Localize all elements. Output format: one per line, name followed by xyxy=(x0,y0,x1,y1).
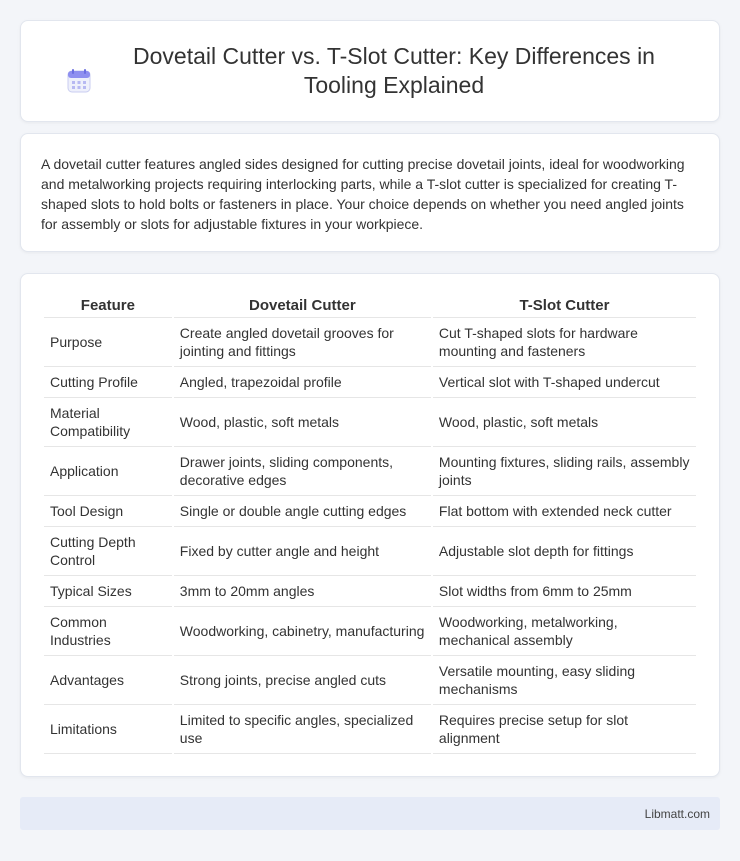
feature-cell: Cutting Profile xyxy=(44,367,172,398)
feature-cell: Cutting Depth Control xyxy=(44,527,172,576)
dovetail-cell: Drawer joints, sliding components, decorative edges xyxy=(174,447,431,496)
calendar-icon xyxy=(66,68,92,94)
table-row xyxy=(44,447,696,496)
t-slot-cell: Adjustable slot depth for fittings xyxy=(433,527,696,576)
t-slot-cell: Mounting fixtures, sliding rails, assembly joints xyxy=(433,447,696,496)
feature-cell: Limitations xyxy=(44,705,172,754)
t-slot-cell: Flat bottom with extended neck cutter xyxy=(433,496,696,527)
table-row xyxy=(44,656,696,705)
intro-paragraph: A dovetail cutter features angled sides designed for cutting precise dovetail joints, ideal for woodworking and metalworking projects requiring interlocking parts, while a T-slot cutter is specialized for creating T-shaped slots to hold bolts or fasteners in place. Your choice depends on whether you need angled joints for assembly or slots for adjustable fixtures in your workpiece. xyxy=(41,156,685,232)
feature-cell: Common Industries xyxy=(44,607,172,656)
intro-card xyxy=(20,133,720,252)
feature-cell: Material Compatibility xyxy=(44,398,172,447)
table-row xyxy=(44,705,696,754)
table-row xyxy=(44,318,696,367)
dovetail-cell: Create angled dovetail grooves for jointing and fittings xyxy=(174,318,431,367)
feature-cell: Application xyxy=(44,447,172,496)
t-slot-cell: Slot widths from 6mm to 25mm xyxy=(433,576,696,607)
dovetail-cell: 3mm to 20mm angles xyxy=(174,576,431,607)
table-row xyxy=(44,527,696,576)
footer xyxy=(20,797,720,830)
footer-brand-link[interactable]: Libmatt.com xyxy=(644,806,710,821)
table-row xyxy=(44,398,696,447)
dovetail-cell: Limited to specific angles, specialized use xyxy=(174,705,431,754)
comparison-table xyxy=(42,294,698,754)
dovetail-cell: Fixed by cutter angle and height xyxy=(174,527,431,576)
feature-cell: Tool Design xyxy=(44,496,172,527)
feature-cell: Advantages xyxy=(44,656,172,705)
t-slot-cell: Cut T-shaped slots for hardware mounting and fasteners xyxy=(433,318,696,367)
feature-cell: Purpose xyxy=(44,318,172,367)
table-header-row xyxy=(44,294,696,318)
t-slot-cell: Requires precise setup for slot alignment xyxy=(433,705,696,754)
dovetail-cell: Angled, trapezoidal profile xyxy=(174,367,431,398)
table-row xyxy=(44,576,696,607)
dovetail-cell: Strong joints, precise angled cuts xyxy=(174,656,431,705)
title-card xyxy=(20,20,720,122)
t-slot-cell: Wood, plastic, soft metals xyxy=(433,398,696,447)
header-feature: Feature xyxy=(44,294,172,318)
header-dovetail-cutter: Dovetail Cutter xyxy=(174,294,431,318)
title-wrap xyxy=(66,42,674,100)
t-slot-cell: Woodworking, metalworking, mechanical assembly xyxy=(433,607,696,656)
t-slot-cell: Vertical slot with T-shaped undercut xyxy=(433,367,696,398)
dovetail-cell: Woodworking, cabinetry, manufacturing xyxy=(174,607,431,656)
dovetail-cell: Single or double angle cutting edges xyxy=(174,496,431,527)
header-t-slot-cutter: T-Slot Cutter xyxy=(433,294,696,318)
table-row xyxy=(44,496,696,527)
dovetail-cell: Wood, plastic, soft metals xyxy=(174,398,431,447)
comparison-card xyxy=(20,273,720,777)
page-title: Dovetail Cutter vs. T-Slot Cutter: Key Differences in Tooling Explained xyxy=(133,43,655,98)
feature-cell: Typical Sizes xyxy=(44,576,172,607)
table-row xyxy=(44,607,696,656)
table-row xyxy=(44,367,696,398)
t-slot-cell: Versatile mounting, easy sliding mechanisms xyxy=(433,656,696,705)
